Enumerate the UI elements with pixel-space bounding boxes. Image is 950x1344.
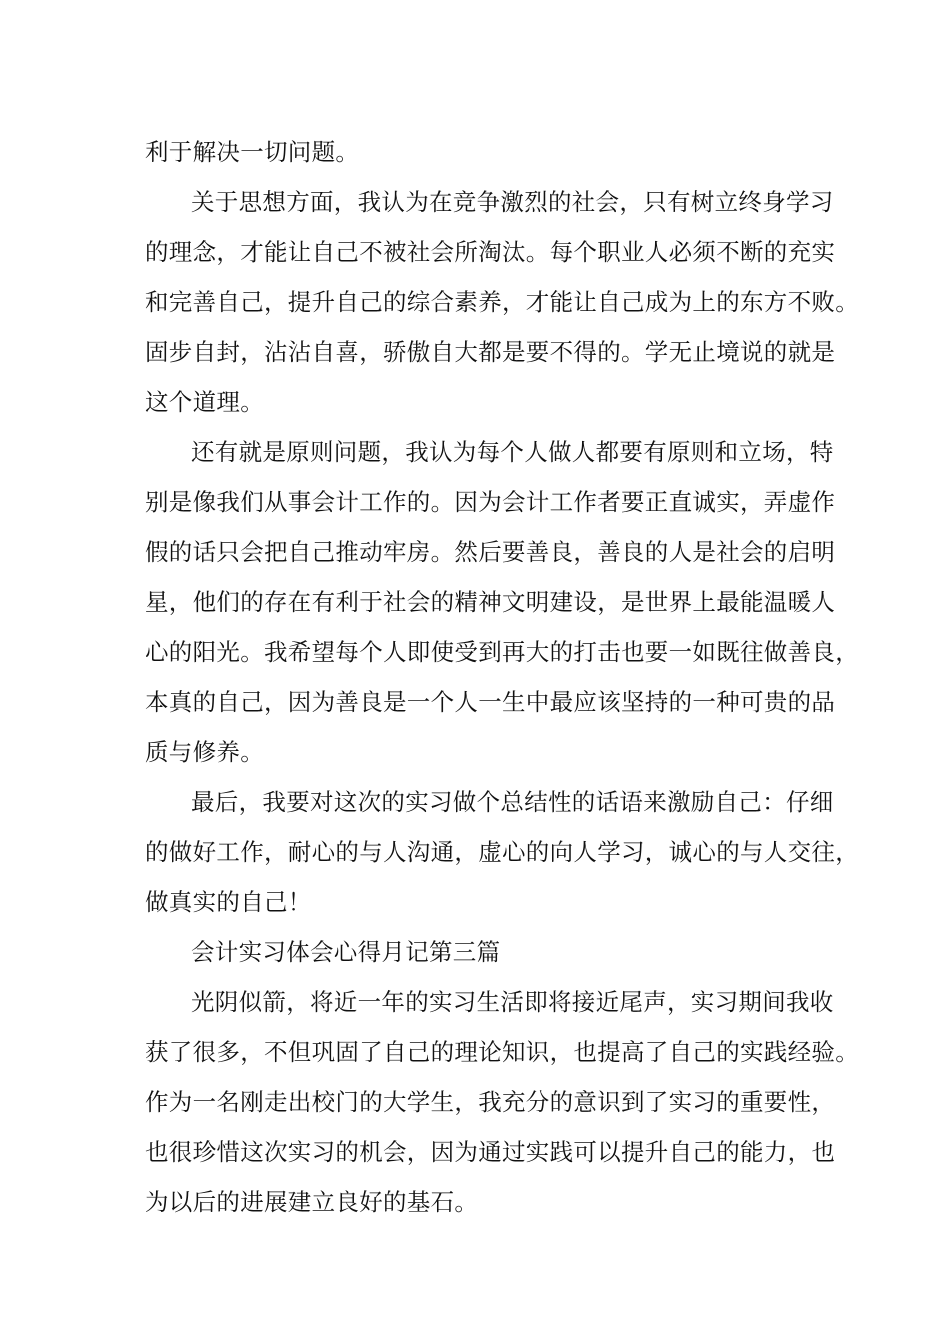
paragraph-line: 假的话只会把自己推动牢房。然后要善良，善良的人是社会的启明 xyxy=(145,538,836,566)
paragraph-line: 利于解决一切问题。 xyxy=(145,138,360,166)
paragraph-line: 关于思想方面，我认为在竞争激烈的社会，只有树立终身学习 xyxy=(191,188,834,216)
paragraph-line: 固步自封，沾沾自喜，骄傲自大都是要不得的。学无止境说的就是 xyxy=(145,338,836,366)
paragraph-line: 心的阳光。我希望每个人即使受到再大的打击也要一如既往做善良， xyxy=(145,638,859,666)
paragraph-line: 星，他们的存在有利于社会的精神文明建设，是世界上最能温暖人 xyxy=(145,588,836,616)
paragraph-line: 为以后的进展建立良好的基石。 xyxy=(145,1188,479,1216)
paragraph-line: 光阴似箭，将近一年的实习生活即将接近尾声，实习期间我收 xyxy=(191,988,834,1016)
paragraph-line: 本真的自己，因为善良是一个人一生中最应该坚持的一种可贵的品 xyxy=(145,688,836,716)
paragraph-line: 的理念，才能让自己不被社会所淘汰。每个职业人必须不断的充实 xyxy=(145,238,836,266)
paragraph-line: 的做好工作，耐心的与人沟通，虚心的向人学习，诚心的与人交往， xyxy=(145,838,859,866)
section-heading: 会计实习体会心得月记第三篇 xyxy=(191,938,501,966)
paragraph-line: 作为一名刚走出校门的大学生，我充分的意识到了实习的重要性， xyxy=(145,1088,836,1116)
paragraph-line: 最后，我要对这次的实习做个总结性的话语来激励自己：仔细 xyxy=(191,788,834,816)
paragraph-line: 做真实的自己！ xyxy=(145,888,312,916)
paragraph-line: 获了很多，不但巩固了自己的理论知识，也提高了自己的实践经验。 xyxy=(145,1038,859,1066)
paragraph-line: 别是像我们从事会计工作的。因为会计工作者要正直诚实，弄虚作 xyxy=(145,488,836,516)
paragraph-line: 和完善自己，提升自己的综合素养，才能让自己成为上的东方不败。 xyxy=(145,288,859,316)
paragraph-line: 质与修养。 xyxy=(145,738,264,766)
paragraph-line: 这个道理。 xyxy=(145,388,264,416)
paragraph-line: 还有就是原则问题，我认为每个人做人都要有原则和立场，特 xyxy=(191,438,834,466)
paragraph-line: 也很珍惜这次实习的机会，因为通过实践可以提升自己的能力，也 xyxy=(145,1138,836,1166)
